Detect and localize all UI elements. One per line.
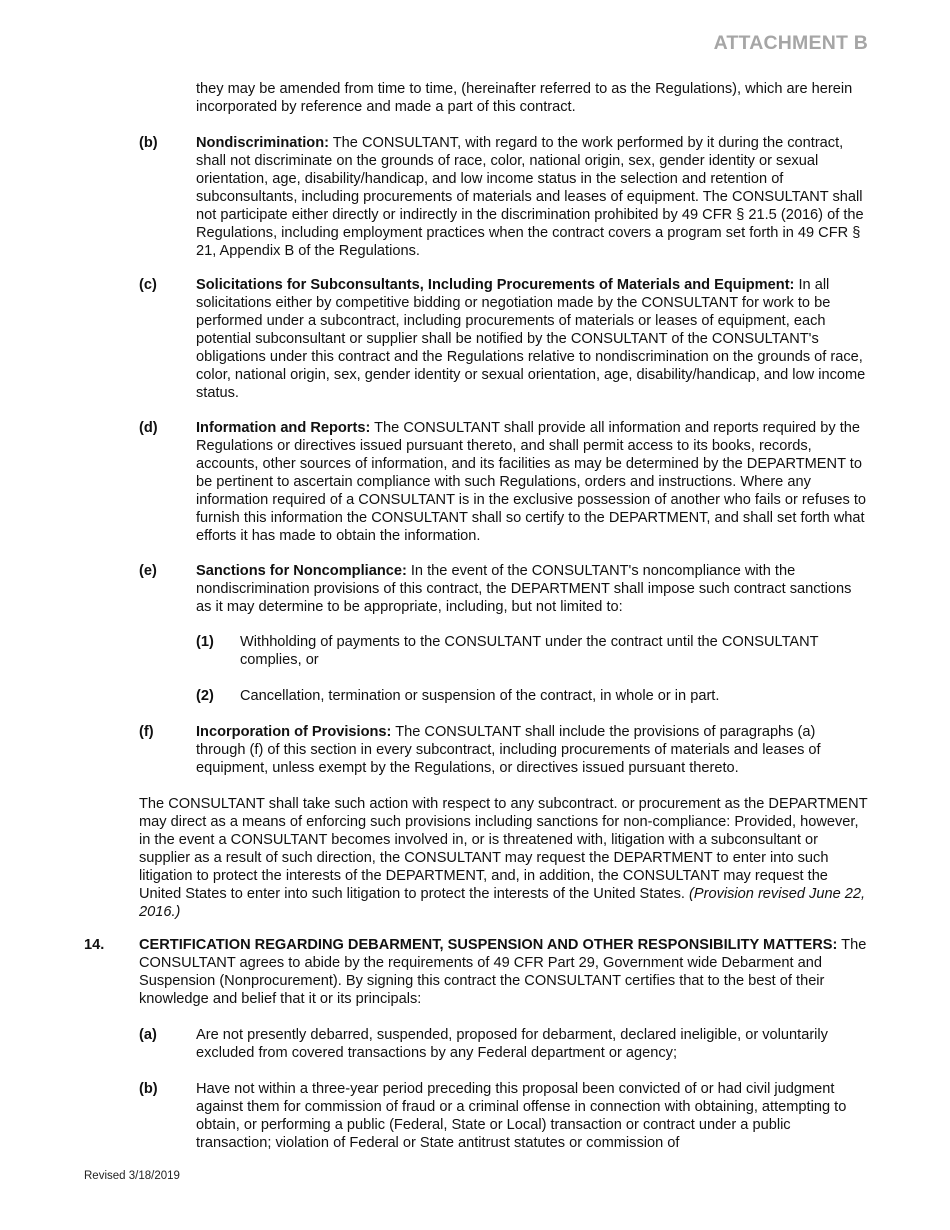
clause-text [196,276,868,402]
subclause-text: Cancellation, termination or suspension of the contract, in whole or in part. [240,688,720,704]
clause-body: In all solicitations either by competitive bidding or negotiation made by the CONSULTANT for work to be performed under a subcontract, including procurements of materials or leases of equipment, each potential subconsultant or supplier shall be notified by the CONSULTANT of the CONSULTANT's obligations under this contract and the Regulations relative to nondiscrimination on the grounds of race, color, national origin, sex, gender identity or sexual orientation, age, disability/handicap, and low income status. [196,277,866,401]
revision-note: (Provision revised June 22, 2016.) [139,886,866,920]
revision-footer: Revised 3/18/2019 [84,1170,180,1182]
section-title: CERTIFICATION REGARDING DEBARMENT, SUSPENSION AND OTHER RESPONSIBILITY MATTERS: [139,937,838,953]
clause-title: Nondiscrimination: [196,135,329,151]
section-number: 14. [84,937,105,953]
clause-text [196,723,868,777]
clause-text [196,419,868,545]
clause-title: Sanctions for Noncompliance: [196,563,407,579]
intro-paragraph: they may be amended from time to time, (hereinafter referred to as the Regulations), which are herein incorporated by reference and made a part of this contract. [196,81,853,115]
attachment-heading: ATTACHMENT B [713,32,868,54]
item-text: Are not presently debarred, suspended, proposed for debarment, declared ineligible, or voluntarily excluded from covered transactions by any Federal department or agency; [196,1027,828,1061]
clause-text [196,134,868,260]
section-body: The CONSULTANT agrees to abide by the requirements of 49 CFR Part 29, Government wide Debarment and Suspension (Nonprocurement). By signing this contract the CONSULTANT certifies that to the best of their knowledge and belief that it or its principals: [139,937,867,1007]
clause-text [196,562,868,616]
item-label: (b) [139,1081,158,1097]
clause-label: (f) [139,724,154,740]
subclause-text: Withholding of payments to the CONSULTANT under the contract until the CONSULTANT complies, or [240,634,819,668]
section-text [139,936,868,1008]
subclause-label: (2) [196,688,214,704]
subclause-label: (1) [196,634,214,650]
closing-text: The CONSULTANT shall take such action with respect to any subcontract. or procurement as the DEPARTMENT may direct as a means of enforcing such provisions including sanctions for non-compliance: Provided, however, in the event a CONSULTANT becomes involved in, or is threatened with, litigation with a subconsultant or supplier as a result of such direction, the CONSULTANT may request the DEPARTMENT to enter into such litigation to protect the interests of the DEPARTMENT, and, in addition, the CONSULTANT may request the United States to enter into such litigation to protect the interests of the United States. [139,796,868,902]
clause-body: The CONSULTANT, with regard to the work performed by it during the contract, shall not discriminate on the grounds of race, color, national origin, sex, gender identity or sexual orientation, age, disability/handicap, and low income status in the selection and retention of subconsultants, including procurements of materials and leases of equipment. The CONSULTANT shall not participate either directly or indirectly in the discrimination prohibited by 49 CFR § 21.5 (2016) of the Regulations, including employment practices when the contract covers a program set forth in 49 CFR § 21, Appendix B of the Regulations. [196,135,864,259]
clause-title: Incorporation of Provisions: [196,724,392,740]
item-label: (a) [139,1027,157,1043]
clause-body: The CONSULTANT shall include the provisions of paragraphs (a) through (f) of this section in every subcontract, including procurements of materials and leases of equipment, unless exempt by the Regulations, or directives issued pursuant thereto. [196,724,821,776]
clause-label: (b) [139,135,158,151]
clause-label: (e) [139,563,157,579]
clause-body: The CONSULTANT shall provide all information and reports required by the Regulations or directives issued pursuant thereto, and shall permit access to its books, records, accounts, other sources of information, and its facilities as may be determined by the DEPARTMENT to be pertinent to ascertain compliance with such Regulations, orders and instructions. Where any information required of a CONSULTANT is in the exclusive possession of another who fails or refuses to furnish this information the CONSULTANT shall so certify to the DEPARTMENT, and shall set forth what efforts it has made to obtain the information. [196,420,867,544]
clause-body: In the event of the CONSULTANT's noncompliance with the nondiscrimination provisions of this contract, the DEPARTMENT shall impose such contract sanctions as it may determine to be appropriate, including, but not limited to: [196,563,852,615]
clause-title: Information and Reports: [196,420,371,436]
clause-label: (d) [139,420,158,436]
clause-label: (c) [139,277,157,293]
closing-paragraph [139,795,868,921]
item-text: Have not within a three-year period preceding this proposal been convicted of or had civil judgment against them for commission of fraud or a criminal offense in connection with obtaining, attempting to obtain, or performing a public (Federal, State or Local) transaction or contract under a public transaction; violation of Federal or State antitrust statutes or commission of [196,1081,847,1151]
clause-title: Solicitations for Subconsultants, Including Procurements of Materials and Equipment: [196,277,795,293]
